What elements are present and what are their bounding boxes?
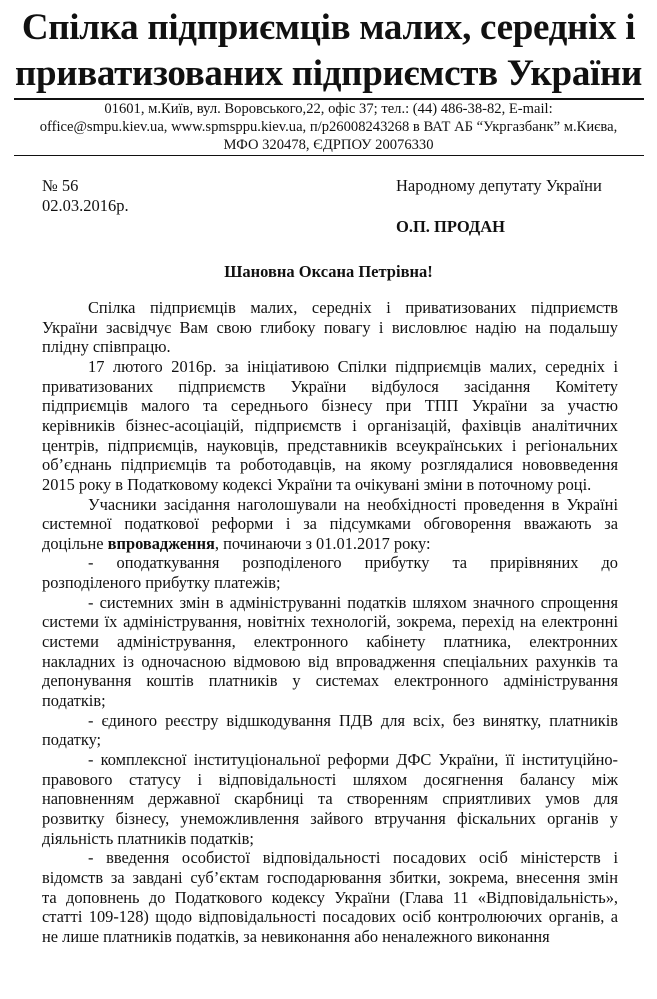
- paragraph-2-line: підприємців малого та середнього бізнесу при ТПП України за участю: [42, 396, 618, 416]
- salutation: Шановна Оксана Петрівна!: [224, 262, 433, 281]
- paragraph-7-line: розвитку бізнесу, унеможливлення зайвого втручання фіскальних органів у: [42, 808, 618, 828]
- paragraph-8-line: - введення особистої відповідальності посадових осіб міністерств і: [88, 848, 618, 868]
- paragraph-3-line: Учасники засідання наголошували на необхідності проведення в Україні: [88, 494, 618, 514]
- paragraph-3-line: системної податкової реформи і за підсумками обговорення вважають за: [42, 514, 618, 534]
- address-line-3: МФО 320478, ЄДРПОУ 20076330: [223, 137, 434, 153]
- address-line-1: 01601, м.Київ, вул. Воровського,22, офіс 37; тел.: (44) 486-38-82, E-mail:: [104, 101, 553, 117]
- organization-title-line-2: приватизованих підприємств України: [14, 53, 643, 94]
- paragraph-7-line: правового статусу і відповідальності шляхом досягнення балансу між: [42, 769, 618, 789]
- paragraph-1-line: плідну співпрацю.: [42, 337, 171, 357]
- paragraph-5-line: накладних із одночасною відмовою від впровадження спеціальних рахунків та: [42, 651, 618, 671]
- paragraph-5-line: податків;: [42, 691, 106, 710]
- letter-number: № 56: [42, 176, 79, 195]
- paragraph-7-line: - комплексної інституціональної реформи ДФС України, її інституційно-: [88, 749, 618, 769]
- paragraph-1-line: України засвідчує Вам свою глибоку повагу і висловлює надію на подальшу: [42, 317, 618, 337]
- recipient-name: О.П. ПРОДАН: [396, 217, 505, 236]
- organization-title-line-1: Спілка підприємців малих, середніх і: [21, 7, 636, 48]
- bold-text: впровадження: [107, 533, 215, 553]
- text-segment: доцільне: [42, 533, 108, 553]
- paragraph-3-line: [42, 534, 618, 554]
- paragraph-8-line: не лише платників податків, за невиконання або неналежного виконання: [42, 926, 550, 946]
- paragraph-2-line: керівників бізнес-асоціацій, підприємств і організацій, фахівців аналітичних: [42, 415, 618, 435]
- text-segment: , починаючи з 01.01.2017 року:: [214, 533, 431, 553]
- paragraph-2-line: 2015 року в Податковому кодексі України та очікувані зміни в поточному році.: [42, 474, 592, 494]
- address-line-2: office@smpu.kiev.ua, www.spmsppu.kiev.ua, п/р26008243268 в ВАТ АБ “Укргазбанк” м.Києва,: [39, 119, 618, 135]
- paragraph-6-line: - єдиного реєстру відшкодування ПДВ для всіх, без винятку, платників: [88, 710, 618, 730]
- paragraph-6-line: податку;: [42, 730, 102, 750]
- paragraph-4-line: розподіленого прибутку платежів;: [42, 573, 281, 593]
- paragraph-5-line: системи адміністрування, електронного кабінету платника, електронних: [42, 632, 618, 652]
- recipient-position: Народному депутату України: [396, 176, 602, 195]
- address-divider: [14, 155, 644, 156]
- paragraph-2-line: центрів, підприємців, науковців, представників всеукраїнських і регіональних: [42, 435, 618, 455]
- letter-date: 02.03.2016р.: [42, 196, 129, 215]
- paragraph-8-line: відомств за завдані суб’єктам господарювання збитки, зокрема, внесення змін: [42, 867, 618, 887]
- paragraph-2-line: об’єднань підприємців та роботодавців, на якому розглядалися нововведення: [42, 455, 618, 475]
- paragraph-5-line: - системних змін в адмініструванні податків шляхом значного спрощення: [88, 592, 618, 612]
- paragraph-5-line: системи їх адміністрування, новітніх технологій, зокрема, перехід на електронні: [42, 612, 618, 632]
- paragraph-5-line: депонування коштів платників у системах електронного адміністрування: [42, 671, 618, 691]
- paragraph-8-line: та доповнень до Податкового кодексу України (Глава 11 «Відповідальність»,: [42, 887, 618, 907]
- paragraph-1-line: Спілка підприємців малих, середніх і приватизованих підприємств: [88, 298, 618, 317]
- paragraph-7-line: наповненням державної скарбниці та створенням сприятливих умов для: [42, 789, 618, 809]
- paragraph-2-line: приватизованих підприємств України відбулося засідання Комітету: [42, 376, 618, 396]
- paragraph-4-line: - оподаткування розподіленого прибутку та прирівняних до: [88, 553, 618, 573]
- paragraph-2-line: 17 лютого 2016р. за ініціативою Спілки підприємців малих, середніх і: [88, 356, 618, 376]
- paragraph-7-line: діяльність платників податків;: [42, 828, 254, 848]
- paragraph-8-line: статті 109-128) щодо відповідальності посадових осіб контролюючих органів, а: [42, 907, 618, 927]
